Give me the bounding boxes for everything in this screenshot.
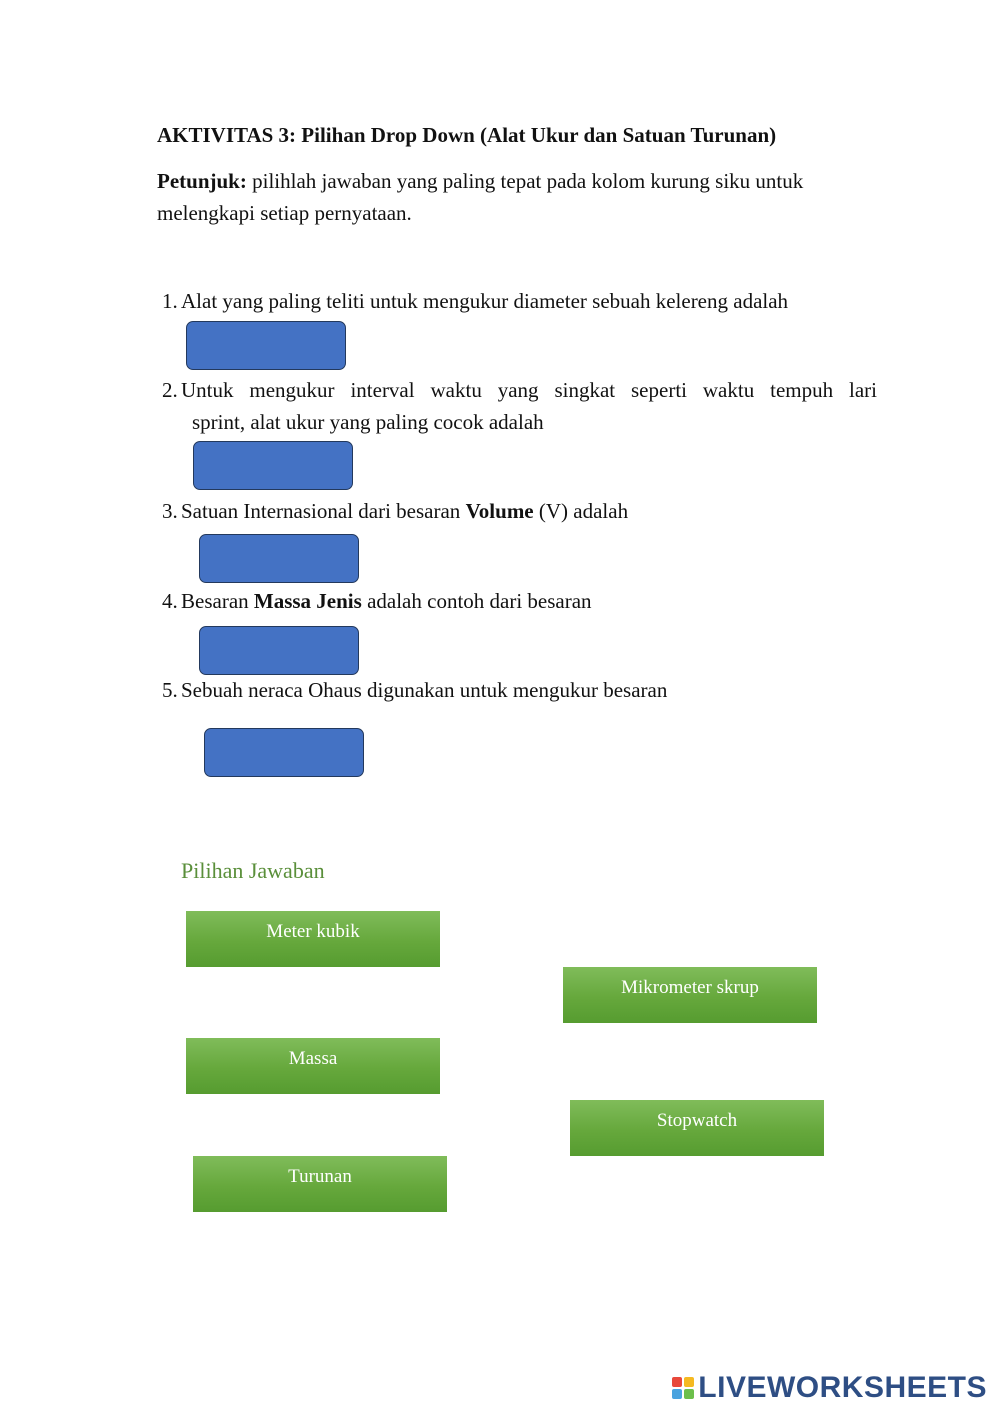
question-text-part: adalah contoh dari besaran bbox=[361, 589, 592, 613]
question-bold-term: Massa Jenis bbox=[253, 589, 362, 613]
question-text: Sebuah neraca Ohaus digunakan untuk mengukur besaran bbox=[181, 678, 668, 702]
liveworksheets-logo[interactable] bbox=[672, 1371, 987, 1405]
question-number: 4. bbox=[162, 589, 178, 613]
question-text-line-1: Untuk mengukur interval waktu yang singkat seperti waktu tempuh lari bbox=[181, 378, 877, 402]
question-text bbox=[181, 495, 628, 527]
logo-text: LIVEWORKSHEETS bbox=[698, 1371, 987, 1404]
question-text-part: (V) adalah bbox=[533, 499, 629, 523]
instructions bbox=[157, 165, 879, 229]
choice-turunan[interactable]: Turunan bbox=[193, 1156, 447, 1212]
answers-heading: Pilihan Jawaban bbox=[181, 858, 325, 883]
answer-dropdown-4[interactable] bbox=[199, 626, 359, 675]
answer-dropdown-2[interactable] bbox=[193, 441, 353, 490]
instruction-label: Petunjuk: bbox=[157, 169, 247, 193]
logo-grid-icon bbox=[672, 1377, 694, 1399]
logo-square bbox=[672, 1377, 682, 1387]
choice-mikrometer-skrup[interactable]: Mikrometer skrup bbox=[563, 967, 817, 1023]
question-text-part: Besaran bbox=[181, 589, 254, 613]
instruction-text: pilihlah jawaban yang paling tepat pada kolom kurung siku untuk melengkapi setiap pernyataan. bbox=[157, 169, 804, 225]
question-bold-term: Volume bbox=[465, 499, 534, 523]
choice-massa[interactable]: Massa bbox=[186, 1038, 440, 1094]
logo-square bbox=[672, 1389, 682, 1399]
logo-square bbox=[684, 1389, 694, 1399]
question-text-line-2: sprint, alat ukur yang paling cocok adalah bbox=[192, 410, 544, 434]
question-text: Alat yang paling teliti untuk mengukur diameter sebuah kelereng adalah bbox=[181, 289, 789, 313]
answer-dropdown-3[interactable] bbox=[199, 534, 359, 583]
answer-dropdown-5[interactable] bbox=[204, 728, 364, 777]
activity-title: AKTIVITAS 3: Pilihan Drop Down (Alat Ukur dan Satuan Turunan) bbox=[157, 123, 777, 147]
question-number: 1. bbox=[162, 289, 178, 313]
question-number: 3. bbox=[162, 499, 178, 523]
choice-meter-kubik[interactable]: Meter kubik bbox=[186, 911, 440, 967]
question-text bbox=[181, 585, 592, 617]
question-number: 5. bbox=[162, 678, 178, 702]
logo-square bbox=[684, 1377, 694, 1387]
question-text-part: Satuan Internasional dari besaran bbox=[181, 499, 466, 523]
question-number: 2. bbox=[162, 378, 178, 402]
answer-dropdown-1[interactable] bbox=[186, 321, 346, 370]
choice-stopwatch[interactable]: Stopwatch bbox=[570, 1100, 824, 1156]
